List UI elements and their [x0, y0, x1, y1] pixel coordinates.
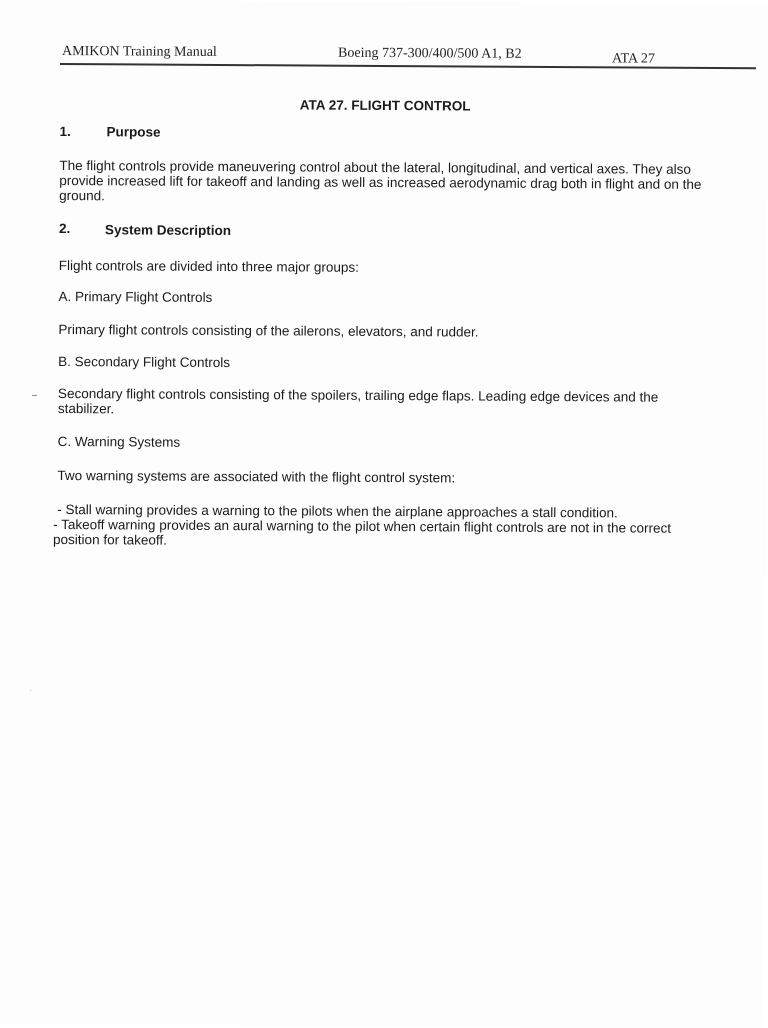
- section-2-intro: Flight controls are divided into three major groups:: [58, 257, 359, 275]
- group-c-heading: C. Warning Systems: [57, 433, 181, 450]
- group-a-heading: A. Primary Flight Controls: [58, 288, 213, 305]
- header-manual-name: AMIKON Training Manual: [62, 44, 217, 60]
- scan-speck: [30, 690, 31, 691]
- section-1-number: 1.: [59, 123, 71, 140]
- section-1-body: The flight controls provide maneuvering control about the lateral, longitudinal, and vertical axes. They also provide increased lift for takeoff and landing as well as increased aerodynamic drag both in flight and on the ground.: [59, 157, 702, 204]
- header-chapter: ATA 27: [611, 51, 655, 67]
- bullet-stall-warning: - Stall warning provides a warning to the pilots when the airplane approaches a stall condition.: [57, 501, 618, 521]
- section-2-title: System Description: [104, 222, 232, 239]
- page-title: ATA 27. FLIGHT CONTROL: [299, 97, 471, 114]
- group-b-heading: B. Secondary Flight Controls: [58, 353, 231, 371]
- group-c-text: Two warning systems are associated with the flight control system:: [57, 467, 456, 486]
- bullet-takeoff-warning: - Takeoff warning provides an aural warning to the pilot when certain flight controls are not in the correct position for takeoff.: [53, 516, 672, 548]
- margin-mark: [32, 395, 37, 396]
- header-aircraft-model: Boeing 737-300/400/500 A1, B2: [338, 45, 522, 62]
- group-a-text: Primary flight controls consisting of the ailerons, elevators, and rudder.: [58, 321, 479, 340]
- group-b-text: Secondary flight controls consisting of the spoilers, trailing edge flaps. Leading edge devices and the stabilizer.: [57, 385, 659, 417]
- section-1-title: Purpose: [106, 124, 161, 140]
- section-2-number: 2.: [58, 220, 71, 237]
